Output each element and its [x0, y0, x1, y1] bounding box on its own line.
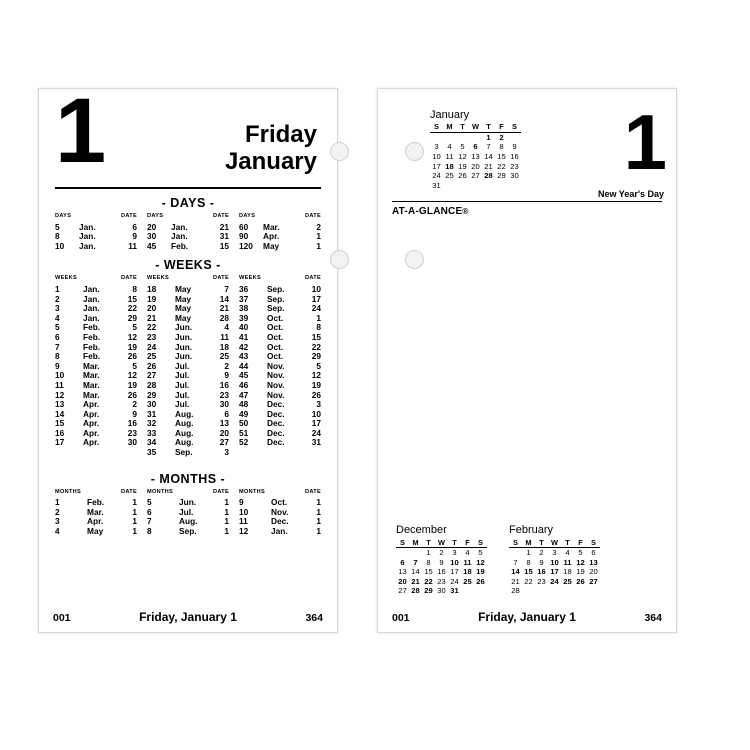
table-row: 11 Mar. 19	[55, 379, 137, 390]
mini-calendar-day: 16	[537, 567, 546, 577]
mini-calendar-day: 16	[437, 567, 446, 577]
mini-calendar-day: 22	[424, 576, 433, 586]
adjacent-months	[378, 526, 676, 596]
mini-calendar-day: 18	[463, 567, 472, 577]
mini-calendar-february	[509, 526, 600, 596]
table-row: 14 Apr. 9	[55, 408, 137, 419]
mini-calendar-empty	[469, 181, 482, 191]
weeks-column	[239, 274, 321, 457]
table-row: 46 Nov. 19	[239, 379, 321, 390]
mini-calendar-day: 30	[437, 586, 446, 596]
days-col-head: DAYS	[55, 213, 72, 219]
mini-calendar-day: 22	[497, 161, 506, 171]
mini-calendar-day: 19	[476, 567, 485, 577]
mini-calendar-day: 20	[589, 567, 598, 577]
mini-calendar-day: 29	[424, 586, 433, 596]
table-row: 5 Jan. 6	[55, 221, 137, 232]
mini-calendar-day: 9	[439, 557, 444, 567]
mini-calendar-day: 15	[424, 567, 433, 577]
table-row: 12 Jan. 1	[239, 526, 321, 537]
weeks-table	[39, 274, 337, 457]
table-row: 34 Aug. 27	[147, 437, 229, 448]
front-footer-day-of-year: 001	[53, 612, 71, 624]
table-row: 21 May 28	[147, 312, 229, 323]
mini-calendar-day: 17	[550, 567, 559, 577]
table-row: 38 Sep. 24	[239, 303, 321, 314]
mini-calendar-day: 5	[460, 142, 465, 152]
mini-calendar-day: 31	[432, 180, 441, 190]
table-row: 6 Jul. 1	[147, 506, 229, 517]
days-column	[55, 212, 137, 251]
mini-calendar-day: 12	[476, 557, 485, 567]
table-row: 3 Apr. 1	[55, 516, 137, 527]
months-col-head: MONTHS	[147, 488, 174, 495]
table-row: 45 Nov. 12	[239, 370, 321, 381]
mini-calendar-day: 8	[499, 142, 504, 152]
mini-calendar-day: 26	[476, 576, 485, 586]
mini-calendar-week-row	[509, 586, 600, 596]
table-row: 17 Apr. 30	[55, 437, 137, 448]
mini-calendar-day: 6	[400, 557, 405, 567]
mini-calendar-day: 30	[510, 171, 519, 181]
table-row: 41 Oct. 15	[239, 331, 321, 342]
table-row: 31 Aug. 6	[147, 408, 229, 419]
date-col-head: DATE	[212, 213, 229, 219]
brand-logo	[392, 206, 468, 217]
table-row: 120 May 1	[239, 240, 321, 251]
mini-calendar-week-row	[509, 558, 600, 568]
mini-calendar-day: 27	[589, 576, 598, 586]
mini-calendar-day: 24	[432, 171, 441, 181]
mini-calendar-week-row	[430, 171, 521, 181]
mini-calendar-day: 17	[450, 567, 459, 577]
table-row: 35 Sep. 3	[147, 447, 229, 458]
mini-calendar-day: 19	[458, 161, 467, 171]
header-divider	[55, 187, 321, 189]
table-row: 30 Jan. 31	[147, 231, 229, 242]
brand-divider	[392, 201, 662, 202]
table-row: 90 Apr. 1	[239, 231, 321, 242]
table-row: 20 May 21	[147, 303, 229, 314]
calendar-page-back	[377, 88, 677, 633]
front-header	[39, 80, 337, 182]
mini-calendar-empty	[443, 181, 456, 191]
table-row: 28 Jul. 16	[147, 379, 229, 390]
date-col-head: DATE	[304, 213, 321, 219]
table-row: 60 Mar. 2	[239, 221, 321, 232]
mini-calendar-day: 10	[432, 152, 441, 161]
mini-calendar-weekday-row: S M T W T F S	[509, 538, 600, 548]
mini-calendar-empty	[469, 132, 482, 142]
mini-calendar-empty	[482, 181, 495, 191]
table-row: 1 Feb. 1	[55, 497, 137, 508]
table-row: 37 Sep. 17	[239, 293, 321, 304]
mini-calendar-day: 17	[432, 161, 441, 171]
date-col-head: DATE	[304, 488, 321, 495]
punch-hole-bottom-left	[330, 250, 349, 269]
table-row: 4 May 1	[55, 526, 137, 537]
mini-calendar-week-row	[430, 132, 521, 142]
mini-calendar-day: 15	[497, 152, 506, 161]
table-row: 12 Mar. 26	[55, 389, 137, 400]
mini-calendar-day: 14	[484, 152, 493, 161]
mini-calendar-day: 24	[450, 576, 459, 586]
holiday-label: New Year's Day	[597, 189, 664, 199]
table-row: 25 Jun. 25	[147, 351, 229, 362]
table-row: 51 Dec. 24	[239, 427, 321, 438]
mini-calendar-december	[396, 526, 487, 596]
mini-calendar-week-row	[509, 567, 600, 577]
table-row: 26 Jul. 2	[147, 360, 229, 371]
back-day-number: 1	[623, 98, 664, 186]
mini-calendar-empty	[587, 586, 600, 596]
mini-calendar-day: 3	[434, 142, 439, 152]
mini-calendar-day: 27	[471, 171, 480, 181]
date-col-head: DATE	[212, 275, 229, 282]
table-row: 40 Oct. 8	[239, 322, 321, 333]
mini-calendar-day: 26	[458, 171, 467, 181]
mini-calendar-week-row	[430, 142, 521, 152]
mini-calendar-january-title: January	[430, 109, 470, 121]
months-column	[239, 488, 321, 537]
punch-hole-top-right	[405, 142, 424, 161]
table-row: 9 Mar. 5	[55, 360, 137, 371]
table-row: 1 Jan. 8	[55, 283, 137, 294]
table-row: 32 Aug. 13	[147, 418, 229, 429]
mini-calendar-empty	[396, 548, 409, 558]
mini-calendar-empty	[430, 132, 443, 142]
mini-calendar-day: 31	[450, 586, 459, 596]
table-row: 45 Feb. 15	[147, 240, 229, 251]
mini-calendar-day: 23	[510, 161, 519, 171]
table-row: 44 Nov. 5	[239, 360, 321, 371]
mini-calendar-day: 7	[513, 557, 518, 567]
mini-calendar-empty	[561, 586, 574, 596]
table-row: 4 Jan. 29	[55, 312, 137, 323]
mini-calendar-day: 8	[526, 557, 531, 567]
mini-calendar-day: 3	[552, 548, 557, 558]
front-footer-date: Friday, January 1	[139, 610, 237, 624]
mini-calendar-day: 3	[452, 548, 457, 558]
table-row: 5 Feb. 5	[55, 322, 137, 333]
mini-calendar-day: 23	[537, 576, 546, 586]
mini-calendar-day: 21	[484, 161, 493, 171]
months-column	[55, 488, 137, 537]
table-row: 33 Aug. 20	[147, 427, 229, 438]
table-row: 6 Feb. 12	[55, 331, 137, 342]
mini-calendar-day: 25	[445, 171, 454, 181]
mini-calendar-day: 28	[511, 586, 520, 596]
mini-calendar-day: 15	[524, 567, 533, 577]
table-row: 30 Jul. 30	[147, 399, 229, 410]
mini-calendar-week-row	[430, 152, 521, 162]
table-row: 29 Jul. 23	[147, 389, 229, 400]
punch-hole-top-left	[330, 142, 349, 161]
mini-calendar-day: 5	[478, 548, 483, 558]
table-row: 23 Jun. 11	[147, 331, 229, 342]
mini-calendar-week-row	[396, 586, 487, 596]
table-row: 13 Apr. 2	[55, 399, 137, 410]
date-col-head: DATE	[304, 275, 321, 282]
mini-calendar-day: 26	[576, 576, 585, 586]
mini-calendar-day: 2	[439, 548, 444, 558]
mini-calendar-empty	[508, 181, 521, 191]
table-row: 10 Nov. 1	[239, 506, 321, 517]
table-row: 39 Oct. 1	[239, 312, 321, 323]
mini-calendar-day: 13	[589, 557, 598, 567]
mini-calendar-empty	[509, 548, 522, 558]
mini-calendar-december-title: December	[396, 524, 447, 537]
table-row: 10 Mar. 12	[55, 370, 137, 381]
table-row: 8 Jan. 9	[55, 231, 137, 242]
mini-calendar-empty	[535, 586, 548, 596]
mini-calendar-empty	[574, 586, 587, 596]
mini-calendar-day: 7	[413, 557, 418, 567]
table-row: 15 Apr. 16	[55, 418, 137, 429]
mini-calendar-day: 10	[550, 557, 559, 567]
mini-calendar-day: 14	[411, 567, 420, 577]
days-table	[39, 212, 337, 251]
months-col-head: MONTHS	[239, 488, 266, 495]
table-row: 8 Sep. 1	[147, 526, 229, 537]
mini-calendar-day: 21	[411, 576, 420, 586]
mini-calendar-day: 21	[511, 576, 520, 586]
mini-calendar-week-row	[430, 162, 521, 172]
mini-calendar-day: 13	[398, 567, 407, 577]
months-section-title: - MONTHS -	[150, 471, 226, 486]
days-section-title: - DAYS -	[161, 196, 215, 210]
mini-calendar-week-row	[509, 577, 600, 587]
table-row: 42 Oct. 22	[239, 341, 321, 352]
mini-calendar-day: 25	[563, 576, 572, 586]
mini-calendar-empty	[548, 586, 561, 596]
front-footer	[39, 610, 337, 624]
table-row: 20 Jan. 21	[147, 221, 229, 232]
mini-calendar-week-row	[509, 548, 600, 558]
mini-calendar-empty	[522, 586, 535, 596]
table-row: 2 Mar. 1	[55, 506, 137, 517]
mini-calendar-day: 11	[563, 557, 572, 567]
mini-calendar-day: 2	[539, 548, 544, 558]
table-row: 49 Dec. 10	[239, 408, 321, 419]
mini-calendar-day: 18	[563, 567, 572, 577]
mini-calendar-day: 6	[591, 548, 596, 558]
table-row: 10 Jan. 11	[55, 240, 137, 251]
mini-calendar-empty	[474, 586, 487, 596]
table-row: 3 Jan. 22	[55, 303, 137, 314]
mini-calendar-day: 8	[426, 557, 431, 567]
mini-calendar-empty	[495, 181, 508, 191]
mini-calendar-day: 13	[471, 152, 480, 161]
back-footer-days-remaining: 364	[644, 612, 662, 624]
table-row: 52 Dec. 31	[239, 437, 321, 448]
table-row: 27 Jul. 9	[147, 370, 229, 381]
mini-calendar-empty	[443, 132, 456, 142]
mini-calendar-week-row	[396, 567, 487, 577]
mini-calendar-week-row	[396, 558, 487, 568]
mini-calendar-day: 28	[484, 171, 493, 181]
mini-calendar-day: 11	[463, 557, 472, 567]
table-row: 47 Nov. 26	[239, 389, 321, 400]
mini-calendar-day: 28	[411, 586, 420, 596]
back-footer-day-of-year: 001	[392, 612, 410, 624]
weeks-col-head: WEEKS	[55, 275, 78, 282]
mini-calendar-day: 9	[539, 557, 544, 567]
mini-calendar-day: 4	[565, 548, 570, 558]
mini-calendar-day: 23	[437, 576, 446, 586]
table-row: 43 Oct. 29	[239, 351, 321, 362]
weeks-col-head: WEEKS	[147, 275, 170, 282]
mini-calendar-february-title: February	[509, 524, 554, 537]
table-row: 50 Dec. 17	[239, 418, 321, 429]
table-row: 7 Feb. 19	[55, 341, 137, 352]
weeks-col-head: WEEKS	[239, 275, 262, 282]
mini-calendar-day: 20	[471, 161, 480, 171]
days-column	[147, 212, 229, 251]
mini-calendar-empty	[409, 548, 422, 558]
mini-calendar-weekday-row: S M T W T F S	[430, 122, 521, 132]
mini-calendar-day: 12	[458, 152, 467, 161]
table-row: 11 Dec. 1	[239, 516, 321, 527]
table-row: 48 Dec. 3	[239, 399, 321, 410]
mini-calendar-january	[430, 111, 521, 190]
mini-calendar-day: 4	[465, 548, 470, 558]
back-footer	[378, 610, 676, 624]
mini-calendar-day: 1	[486, 132, 491, 142]
days-col-head: DAYS	[147, 213, 164, 219]
mini-calendar-day: 9	[512, 142, 517, 152]
mini-calendar-day: 11	[445, 152, 454, 161]
mini-calendar-day: 1	[526, 548, 531, 558]
front-month: January	[224, 148, 317, 175]
days-col-head: DAYS	[239, 213, 256, 219]
mini-calendar-day: 18	[445, 161, 454, 171]
front-day-number: 1	[55, 80, 103, 182]
mini-calendar-day: 6	[473, 142, 478, 152]
mini-calendar-empty	[456, 181, 469, 191]
mini-calendar-empty	[508, 132, 521, 142]
mini-calendar-day: 20	[398, 576, 407, 586]
mini-calendar-week-row	[396, 577, 487, 587]
mini-calendar-day: 25	[463, 576, 472, 586]
mini-calendar-day: 24	[550, 576, 559, 586]
front-footer-days-remaining: 364	[305, 612, 323, 624]
punch-hole-bottom-right	[405, 250, 424, 269]
months-column	[147, 488, 229, 537]
weeks-column	[55, 274, 137, 457]
table-row: 24 Jun. 18	[147, 341, 229, 352]
mini-calendar-day: 16	[510, 152, 519, 161]
mini-calendar-empty	[461, 586, 474, 596]
mini-calendar-day: 29	[497, 171, 506, 181]
date-col-head: DATE	[120, 213, 137, 219]
table-row: 19 May 14	[147, 293, 229, 304]
mini-calendar-day: 19	[576, 567, 585, 577]
mini-calendar-weekday-row: S M T W T F S	[396, 538, 487, 548]
table-row: 8 Feb. 26	[55, 351, 137, 362]
mini-calendar-day: 10	[450, 557, 459, 567]
table-row: 18 May 7	[147, 283, 229, 294]
table-row: 9 Oct. 1	[239, 497, 321, 508]
table-row: 22 Jun. 4	[147, 322, 229, 333]
brand-name: AT-A-GLANCE	[392, 206, 463, 217]
mini-calendar-empty	[456, 132, 469, 142]
months-table	[39, 488, 337, 537]
mini-calendar-day: 5	[578, 548, 583, 558]
back-footer-date: Friday, January 1	[478, 610, 576, 624]
months-col-head: MONTHS	[55, 488, 82, 495]
table-row: 2 Jan. 15	[55, 293, 137, 304]
mini-calendar-day: 7	[486, 142, 491, 152]
table-row: 7 Aug. 1	[147, 516, 229, 527]
mini-calendar-day: 22	[524, 576, 533, 586]
mini-calendar-week-row	[396, 548, 487, 558]
mini-calendar-day: 27	[398, 586, 407, 596]
mini-calendar-day: 14	[511, 567, 520, 577]
days-column	[239, 212, 321, 251]
date-col-head: DATE	[120, 275, 137, 282]
weeks-section-title: - WEEKS -	[155, 258, 221, 273]
brand-trademark: ®	[462, 206, 469, 216]
front-weekday: Friday	[244, 121, 317, 148]
table-row: 16 Apr. 23	[55, 427, 137, 438]
date-col-head: DATE	[120, 488, 137, 495]
table-row: 5 Jun. 1	[147, 497, 229, 508]
weeks-column	[147, 274, 229, 457]
table-row: 36 Sep. 10	[239, 283, 321, 294]
mini-calendar-week-row	[430, 181, 521, 191]
mini-calendar-day: 2	[499, 132, 504, 142]
mini-calendar-day: 12	[576, 557, 585, 567]
calendar-page-front	[38, 80, 338, 633]
mini-calendar-day: 4	[447, 142, 452, 152]
mini-calendar-day: 1	[426, 548, 431, 558]
date-col-head: DATE	[212, 488, 229, 495]
